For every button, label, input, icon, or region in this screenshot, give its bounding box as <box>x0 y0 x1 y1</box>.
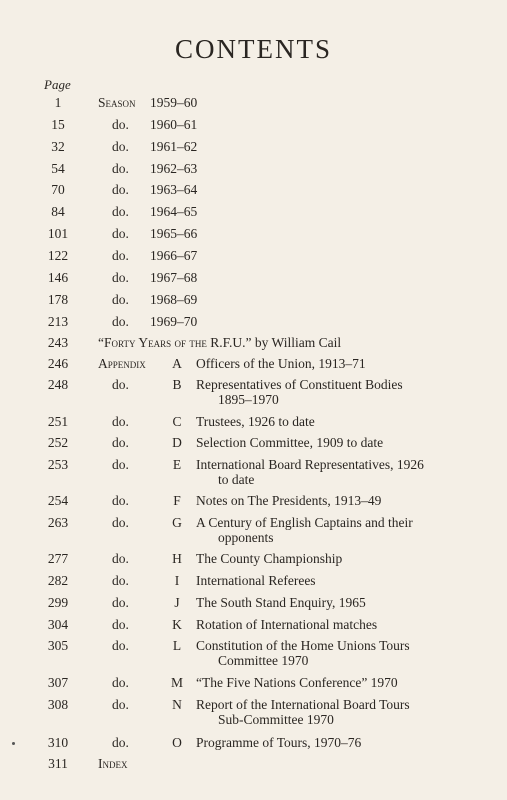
appendix-letter: B <box>172 377 182 392</box>
ditto-label: do. <box>112 377 129 392</box>
appendix-letter: C <box>172 414 182 429</box>
appendix-title: Selection Committee, 1909 to date <box>196 435 384 450</box>
season-years: 1969–70 <box>150 314 198 329</box>
page-number: 254 <box>47 493 69 508</box>
season-years: 1960–61 <box>150 117 198 132</box>
ditto-label: do. <box>112 735 129 750</box>
appendix-letter: L <box>172 638 182 653</box>
appendix-title: Programme of Tours, 1970–76 <box>196 735 362 750</box>
appendix-title: The County Championship <box>196 551 343 566</box>
page-number: 243 <box>47 335 69 350</box>
appendix-title: International Board Representatives, 1926 to date <box>196 457 424 487</box>
appendix-letter: G <box>172 515 182 530</box>
appendix-title: A Century of English Captains and their opponents <box>196 515 413 545</box>
season-years: 1961–62 <box>150 139 198 154</box>
page-number: 15 <box>51 117 65 132</box>
ditto-label: do. <box>112 204 129 219</box>
season-years: 1965–66 <box>150 226 198 241</box>
appendix-letter: F <box>173 493 181 508</box>
appendix-letter: K <box>172 617 182 632</box>
ditto-label: do. <box>112 697 129 712</box>
appendix-letter: N <box>172 697 182 712</box>
appendix-letter: H <box>172 551 182 566</box>
page-number: 307 <box>47 675 69 690</box>
page-number: 277 <box>47 551 69 566</box>
appendix-letter: J <box>174 595 180 610</box>
page-number: 1 <box>54 95 62 110</box>
ditto-label: do. <box>112 292 129 307</box>
page-number: 70 <box>51 182 65 197</box>
page-number: 122 <box>47 248 69 263</box>
season-years: 1967–68 <box>150 270 198 285</box>
page-number: 263 <box>47 515 69 530</box>
page-number: 310 <box>47 735 69 750</box>
ditto-label: do. <box>112 182 129 197</box>
page-number: 282 <box>47 573 69 588</box>
page-number: 304 <box>47 617 69 632</box>
appendix-title: Trustees, 1926 to date <box>196 414 315 429</box>
season-years: 1959–60 <box>150 95 198 110</box>
ditto-label: do. <box>112 248 129 263</box>
forty-years-title: “Forty Years of the R.F.U.” by William Cail <box>98 335 342 350</box>
page-number: 246 <box>47 356 69 371</box>
appendix-title: Officers of the Union, 1913–71 <box>196 356 366 371</box>
ditto-label: do. <box>112 457 129 472</box>
appendix-letter: A <box>172 356 182 371</box>
ditto-label: do. <box>112 573 129 588</box>
season-years: 1963–64 <box>150 182 198 197</box>
appendix-letter: O <box>172 735 182 750</box>
appendix-letter: M <box>170 675 183 690</box>
ditto-label: do. <box>112 270 129 285</box>
ditto-label: do. <box>112 675 129 690</box>
appendix-title: Representatives of Constituent Bodies 1895–1970 <box>196 377 403 407</box>
index-label: Index <box>98 756 128 771</box>
page-number: 308 <box>47 697 69 712</box>
ditto-label: do. <box>112 595 129 610</box>
page-number: 101 <box>47 226 69 241</box>
appendix-letter: D <box>172 435 182 450</box>
page-number: 299 <box>47 595 69 610</box>
ditto-label: do. <box>112 161 129 176</box>
page-number: 146 <box>47 270 69 285</box>
appendix-title: Constitution of the Home Unions Tours Committee 1970 <box>196 638 410 668</box>
ditto-label: do. <box>112 314 129 329</box>
ditto-label: do. <box>112 435 129 450</box>
ditto-label: do. <box>112 493 129 508</box>
page-number: 253 <box>47 457 69 472</box>
ditto-label: do. <box>112 226 129 241</box>
season-label: Season <box>98 95 136 110</box>
ditto-label: do. <box>112 617 129 632</box>
page-column-header: Page <box>44 77 71 92</box>
appendix-label: Appendix <box>98 356 146 371</box>
page-number: 251 <box>47 414 69 429</box>
appendix-title: International Referees <box>196 573 316 588</box>
appendix-letter: E <box>172 457 182 472</box>
ditto-label: do. <box>112 139 129 154</box>
season-years: 1966–67 <box>150 248 198 263</box>
season-years: 1964–65 <box>150 204 198 219</box>
appendix-letter: I <box>174 573 180 588</box>
season-years: 1962–63 <box>150 161 198 176</box>
page-title: CONTENTS <box>175 34 332 64</box>
page-number: 213 <box>47 314 69 329</box>
ditto-label: do. <box>112 414 129 429</box>
ditto-label: do. <box>112 117 129 132</box>
margin-mark <box>12 742 15 745</box>
page-number: 32 <box>51 139 65 154</box>
appendix-title: Notes on The Presidents, 1913–49 <box>196 493 382 508</box>
page-number: 248 <box>47 377 69 392</box>
ditto-label: do. <box>112 638 129 653</box>
ditto-label: do. <box>112 515 129 530</box>
page-number: 178 <box>47 292 69 307</box>
ditto-label: do. <box>112 551 129 566</box>
appendix-title: The South Stand Enquiry, 1965 <box>196 595 366 610</box>
appendix-title: Report of the International Board Tours Sub-Committee 1970 <box>196 697 410 727</box>
page-number: 54 <box>51 161 65 176</box>
appendix-title: “The Five Nations Conference” 1970 <box>196 675 398 690</box>
appendix-title: Rotation of International matches <box>196 617 378 632</box>
page-number: 84 <box>51 204 65 219</box>
page-number: 311 <box>48 756 68 771</box>
page-number: 305 <box>47 638 69 653</box>
season-years: 1968–69 <box>150 292 198 307</box>
page-number: 252 <box>47 435 69 450</box>
